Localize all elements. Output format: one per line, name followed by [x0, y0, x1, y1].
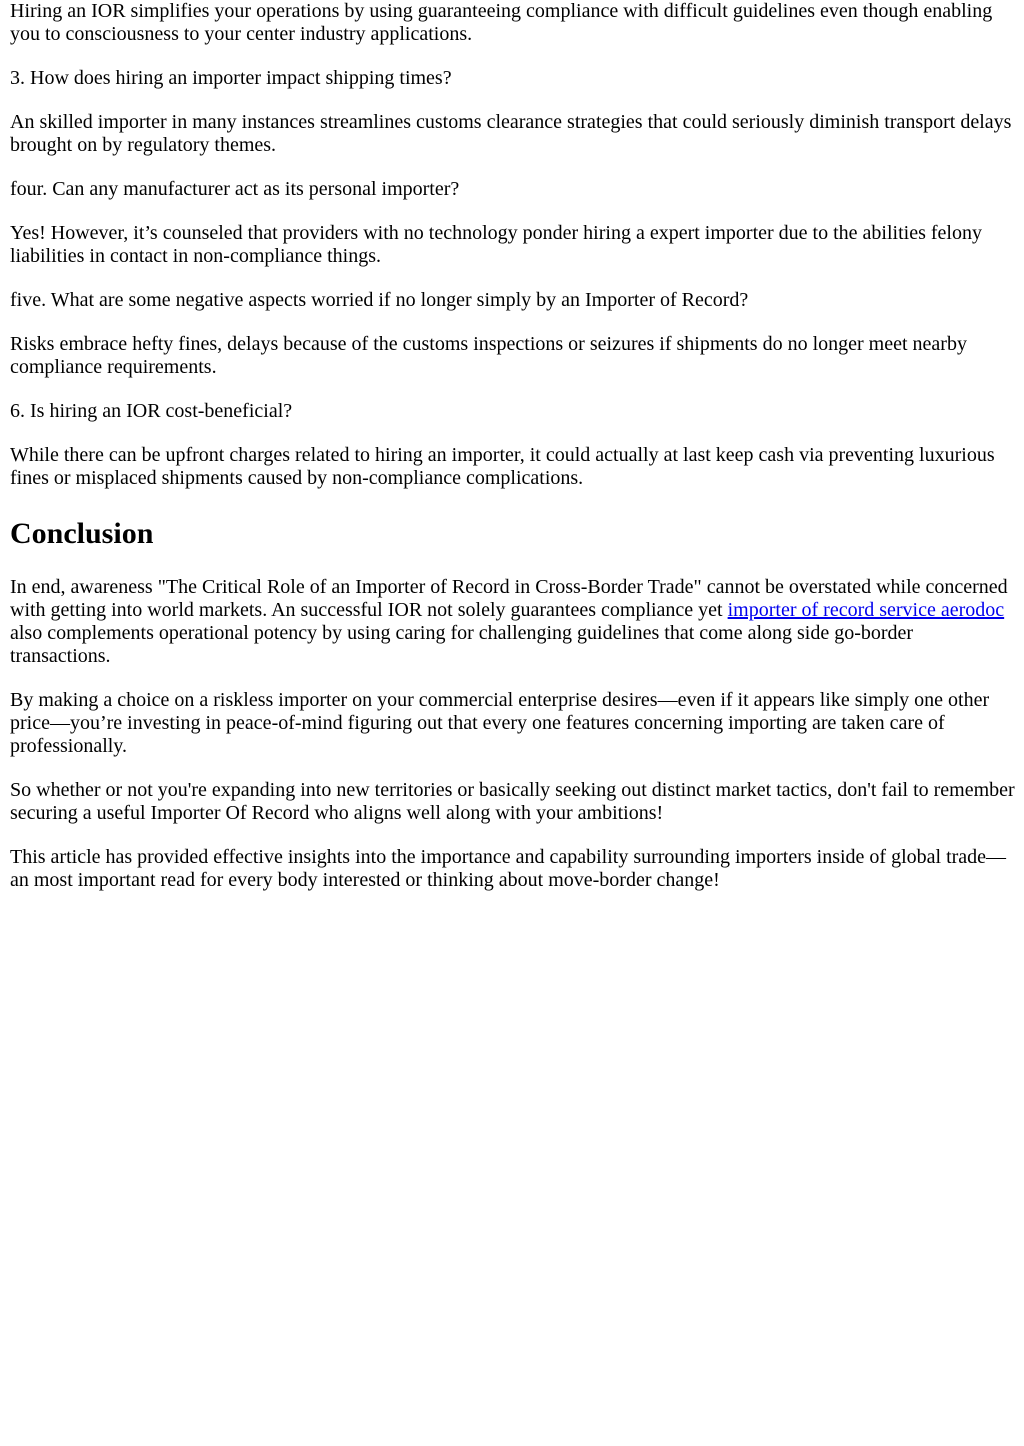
faq-answer-6: While there can be upfront charges related to hiring an importer, it could actually at last keep cash via preventing luxurious fines or misplaced shipments caused by non-compliance complications. [10, 444, 995, 489]
faq-question-4: four. Can any manufacturer act as its personal importer? [10, 178, 460, 200]
faq-question-3: 3. How does hiring an importer impact shipping times? [10, 67, 452, 89]
faq-answer-4: Yes! However, it’s counseled that providers with no technology ponder hiring a expert importer due to the abilities felony liabilities in contact in non-compliance things. [10, 222, 982, 267]
conclusion-paragraph-3: So whether or not you're expanding into new territories or basically seeking out distinct market tactics, don't fail to remember securing a useful Importer Of Record who aligns well along with your ambitions! [10, 779, 1015, 824]
faq-answer-5: Risks embrace hefty fines, delays because of the customs inspections or seizures if shipments do no longer meet nearby compliance requirements. [10, 333, 967, 378]
conclusion-paragraph-4: This article has provided effective insights into the importance and capability surrounding importers inside of global trade—an most important read for every body interested or thinking about move-border change! [10, 846, 1007, 891]
conclusion-paragraph-1 [10, 576, 1018, 668]
conclusion-paragraph-2: By making a choice on a riskless importer on your commercial enterprise desires—even if it appears like simply one other price—you’re investing in peace-of-mind figuring out that every one features concerning importing are taken care of professionally. [10, 689, 990, 757]
faq-question-5: five. What are some negative aspects worried if no longer simply by an Importer of Record? [10, 289, 749, 311]
faq-question-6: 6. Is hiring an IOR cost-beneficial? [10, 400, 293, 422]
conclusion-p1-text-after: also complements operational potency by using caring for challenging guidelines that come along side go-border transactions. [10, 622, 914, 667]
conclusion-p1-text-before: In end, awareness "The Critical Role of an Importer of Record in Cross-Border Trade" cannot be overstated while concerned with getting into world markets. An successful IOR not solely guarantees compliance yet [10, 576, 1008, 621]
importer-of-record-link[interactable]: importer of record service aerodoc [727, 599, 1005, 621]
conclusion-heading: Conclusion [10, 517, 154, 550]
faq-answer-2: Hiring an IOR simplifies your operations by using guaranteeing compliance with difficult guidelines even though enabling you to consciousness to your center industry applications. [10, 0, 993, 45]
faq-answer-3: An skilled importer in many instances streamlines customs clearance strategies that could seriously diminish transport delays brought on by regulatory themes. [10, 111, 1012, 156]
